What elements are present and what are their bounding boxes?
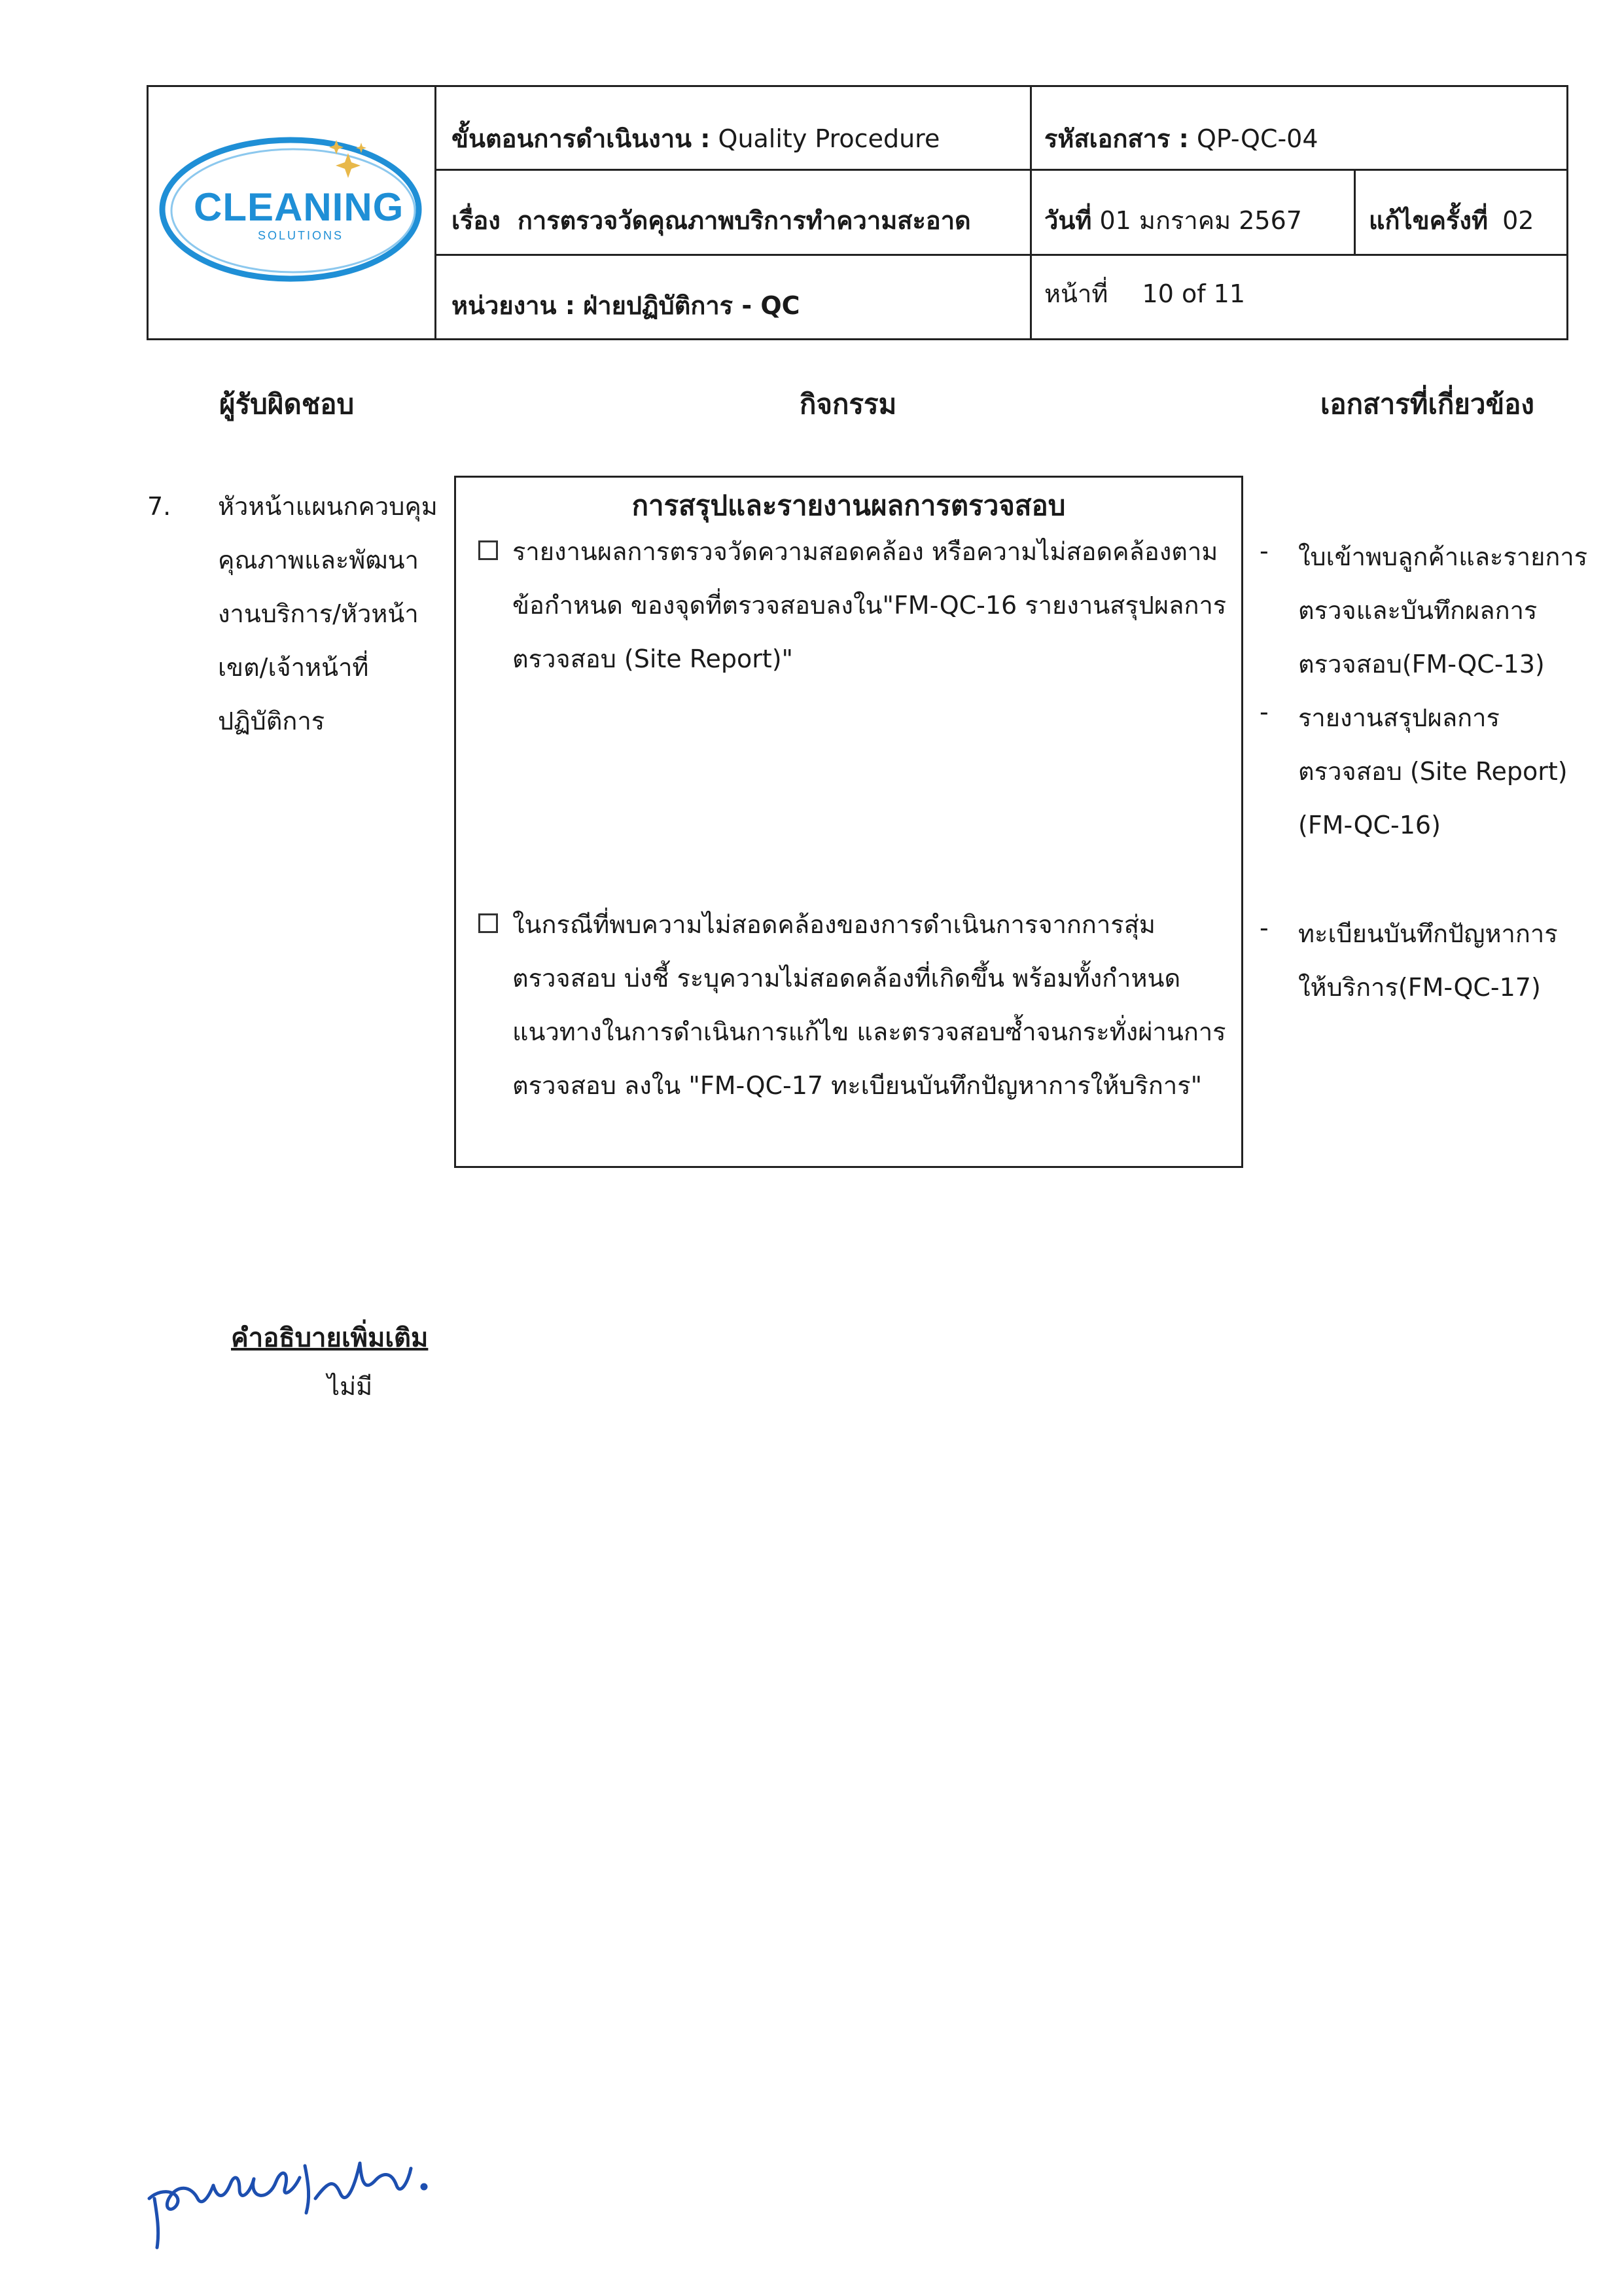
- related-doc-line: ทะเบียนบันทึกปัญหาการ: [1298, 919, 1558, 948]
- unit-value: ฝ่ายปฏิบัติการ - QC: [583, 291, 800, 320]
- activity-item-2: [512, 898, 1226, 1112]
- related-doc-1: [1298, 530, 1587, 691]
- page-field: [1044, 281, 1245, 306]
- related-doc-line: (FM-QC-16): [1298, 811, 1441, 839]
- related-doc-3: [1298, 907, 1558, 1014]
- responsible-line: งานบริการ/หัวหน้า: [218, 599, 419, 628]
- revision-field: [1369, 208, 1534, 233]
- activity-line: ข้อกำหนด ของจุดที่ตรวจสอบลงใน"FM-QC-16 รายงานสรุปผลการ: [512, 591, 1227, 620]
- responsible-line: เขต/เจ้าหน้าที่: [218, 653, 369, 682]
- checkbox-item-2[interactable]: [478, 913, 498, 933]
- activity-line: ตรวจสอบ (Site Report)": [512, 645, 794, 673]
- revision-value: 02: [1502, 206, 1534, 235]
- step-number: 7.: [147, 492, 171, 521]
- activity-item-1: [512, 525, 1226, 686]
- procedure-field: [451, 126, 940, 151]
- activity-line: แนวทางในการดำเนินการแก้ไข และตรวจสอบซ้ำจนกระทั่งผ่านการ: [512, 1017, 1226, 1046]
- notes-title: คำอธิบายเพิ่มเติม: [231, 1323, 429, 1353]
- doc-code-value: QP-QC-04: [1196, 124, 1318, 153]
- related-doc-line: ตรวจและบันทึกผลการ: [1298, 596, 1538, 625]
- related-doc-line: ใบเข้าพบลูกค้าและรายการ: [1298, 542, 1588, 571]
- responsible-line: คุณภาพและพัฒนา: [218, 546, 419, 574]
- col-activity: กิจกรรม: [800, 388, 897, 420]
- col-responsible: ผู้รับผิดชอบ: [219, 388, 355, 420]
- signature: [137, 2100, 451, 2257]
- activity-line: ตรวจสอบ บ่งชี้ ระบุความไม่สอดคล้องที่เกิดขึ้น พร้อมทั้งกำหนด: [512, 964, 1181, 993]
- related-doc-line: ตรวจสอบ(FM-QC-13): [1298, 650, 1545, 679]
- related-doc-line: ตรวจสอบ (Site Report): [1298, 757, 1568, 786]
- responsible-list: [218, 480, 438, 748]
- logo-sub-text: SOLUTIONS: [258, 229, 344, 242]
- activity-line: รายงานผลการตรวจวัดความสอดคล้อง หรือความไม่สอดคล้องตาม: [512, 537, 1218, 566]
- page-value: 10 of 11: [1142, 279, 1246, 308]
- col-related-docs: เอกสารที่เกี่ยวข้อง: [1320, 388, 1534, 420]
- page-label: หน้าที่: [1044, 279, 1108, 308]
- revision-label: แก้ไขครั้งที่: [1369, 206, 1489, 235]
- unit-label: หน่วยงาน :: [451, 291, 575, 320]
- doc-code-label: รหัสเอกสาร :: [1044, 124, 1189, 153]
- related-doc-line: รายงานสรุปผลการ: [1298, 703, 1500, 732]
- doc-dash: -: [1260, 698, 1269, 726]
- notes-value: ไม่มี: [327, 1372, 373, 1401]
- procedure-label: ขั้นตอนการดำเนินงาน :: [451, 124, 711, 153]
- subject-value: การตรวจวัดคุณภาพบริการทำความสะอาด: [517, 206, 971, 235]
- checkbox-item-1[interactable]: [478, 540, 498, 560]
- date-label: วันที่: [1044, 206, 1092, 235]
- procedure-value: Quality Procedure: [718, 124, 940, 153]
- related-doc-line: ให้บริการ(FM-QC-17): [1298, 973, 1541, 1002]
- doc-dash: -: [1260, 913, 1269, 942]
- activity-box-title: การสรุปและรายงานผลการตรวจสอบ: [631, 489, 1066, 521]
- unit-field: [451, 293, 800, 318]
- company-logo: [153, 124, 428, 294]
- activity-line: ตรวจสอบ ลงใน "FM-QC-17 ทะเบียนบันทึกปัญหาการให้บริการ": [512, 1071, 1203, 1100]
- doc-code-field: [1044, 126, 1318, 151]
- responsible-line: ปฏิบัติการ: [218, 707, 325, 735]
- related-doc-2: [1298, 691, 1568, 852]
- date-value: 01 มกราคม 2567: [1099, 206, 1302, 235]
- activity-line: ในกรณีที่พบความไม่สอดคล้องของการดำเนินการจากการสุ่ม: [512, 910, 1156, 939]
- subject-label: เรื่อง: [451, 206, 501, 235]
- subject-field: [451, 208, 971, 233]
- responsible-line: หัวหน้าแผนกควบคุม: [218, 492, 438, 521]
- doc-dash: -: [1260, 537, 1269, 565]
- date-field: [1044, 208, 1302, 233]
- logo-brand-text: CLEANING: [194, 185, 404, 229]
